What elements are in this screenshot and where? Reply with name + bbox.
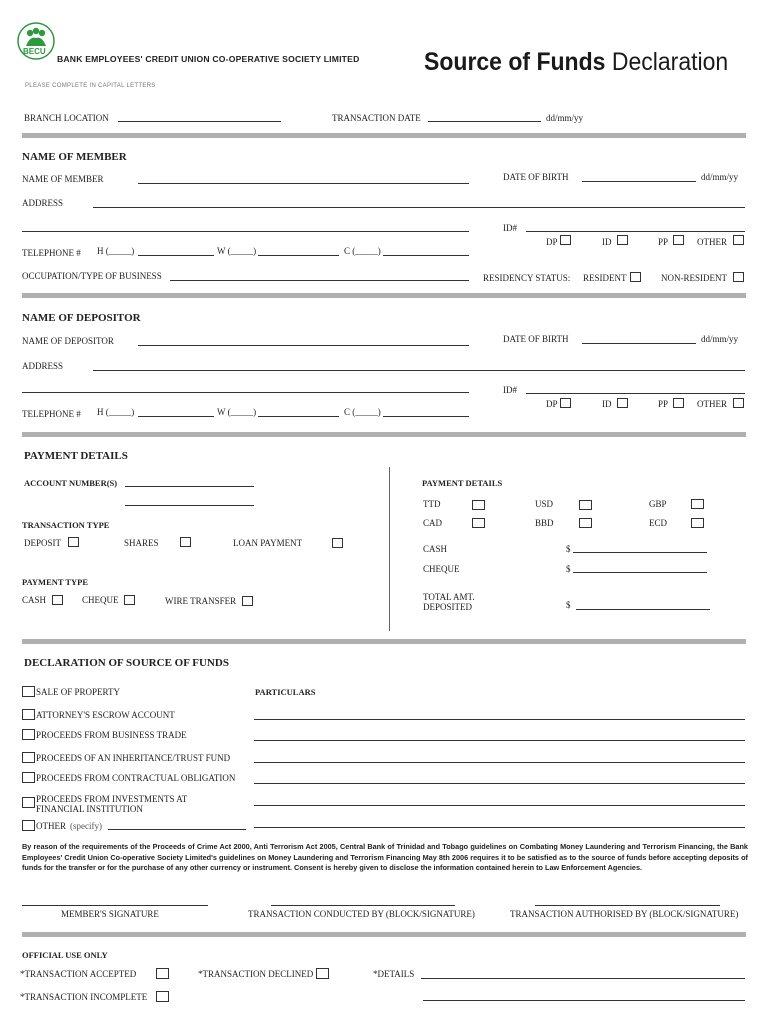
depositor-id-id-label: ID [602,399,612,409]
details-field-2[interactable] [423,1000,745,1001]
total-amount-field[interactable] [576,609,710,610]
authorised-by-signature-line[interactable] [535,905,720,906]
particulars-label: PARTICULARS [255,687,316,697]
member-id-other-checkbox[interactable] [733,235,744,245]
authorised-by-label: TRANSACTION AUTHORISED BY (BLOCK/SIGNATURE) [510,909,739,919]
section-divider [22,133,746,138]
depositor-id-label: ID# [503,385,517,395]
cash-type-label: CASH [22,595,47,605]
depositor-id-field[interactable] [526,393,745,394]
conducted-by-label: TRANSACTION CONDUCTED BY (BLOCK/SIGNATURE) [248,909,475,919]
cheque-amount-label: CHEQUE [423,564,460,574]
depositor-phone-home: H (_____) [97,407,135,417]
cash-amount-label: CASH [423,544,448,554]
member-name-field[interactable] [138,183,469,184]
transaction-incomplete-checkbox[interactable] [156,991,169,1002]
depositor-id-pp-checkbox[interactable] [673,398,684,408]
loan-payment-checkbox[interactable] [332,538,343,548]
member-id-id-checkbox[interactable] [617,235,628,245]
details-label: *DETAILS [373,969,415,979]
currency-ttd-checkbox[interactable] [472,500,485,510]
particulars-other-field[interactable] [254,827,745,828]
transaction-date-field[interactable] [428,121,541,122]
member-phone-home-field[interactable] [138,255,214,256]
account-number-field-1[interactable] [125,486,254,487]
declaration-section-heading: DECLARATION OF SOURCE OF FUNDS [24,657,229,669]
total-amount-label-1: TOTAL AMT. [423,592,475,602]
depositor-id-pp-label: PP [658,399,669,409]
legal-disclaimer: By reason of the requirements of the Proceeds of Crime Act 2000, Anti Terrorism Act 2005, Central Bank of Trinidad and Tobago guidelines on Combating Money Laundering and Terrorism Financing, the Bank Employees' Credit Union Co-operative Society Limited's guidelines on Money Laundering and Terrorism Financing May 8th 2006 requires it to be satisfied as to the source of funds before accepting deposits of funds for the transfer or for the purchase of any other currency or instrument. Consent is hereby given to disclose the information contained herein to Law Enforcement Agencies. [22,842,748,872]
transaction-date-label: TRANSACTION DATE [332,113,421,123]
currency-usd-checkbox[interactable] [579,500,592,510]
transaction-type-label: TRANSACTION TYPE [22,520,110,530]
occupation-label: OCCUPATION/TYPE OF BUSINESS [22,271,162,281]
depositor-address-line-1[interactable] [93,370,745,371]
form-title [424,48,728,77]
section-divider [22,639,746,644]
depositor-name-field[interactable] [138,345,469,346]
member-telephone-label: TELEPHONE # [22,248,81,258]
date-format-hint: dd/mm/yy [546,113,584,123]
source-other-label: OTHER [36,821,66,831]
member-dob-label: DATE OF BIRTH [503,172,569,182]
residency-status-label: RESIDENCY STATUS: [483,273,571,283]
depositor-name-label: NAME OF DEPOSITOR [22,336,114,346]
title-bold: Source of Funds [424,48,606,76]
member-phone-home: H (_____) [97,246,135,256]
member-signature-label: MEMBER'S SIGNATURE [61,909,159,919]
becu-logo [17,22,55,60]
occupation-field[interactable] [170,280,469,281]
conducted-by-signature-line[interactable] [271,905,455,906]
shares-checkbox[interactable] [180,537,191,547]
member-phone-work-field[interactable] [258,255,339,256]
currency-cad-label: CAD [423,518,443,528]
currency-ecd-label: ECD [649,518,667,528]
particulars-attorney-field[interactable] [254,719,745,720]
currency-gbp-label: GBP [649,499,667,509]
section-divider [22,293,746,298]
resident-checkbox[interactable] [630,272,641,282]
branch-location-field[interactable] [118,121,281,122]
details-field-1[interactable] [421,978,745,979]
depositor-id-id-checkbox[interactable] [617,398,628,408]
account-number-label: ACCOUNT NUMBER(S) [24,478,118,488]
depositor-phone-cell: C (_____) [344,407,381,417]
member-address-label: ADDRESS [22,198,64,208]
source-inheritance-label: PROCEEDS OF AN INHERITANCE/TRUST FUND [36,753,231,763]
cheque-amount-field[interactable] [573,572,707,573]
loan-payment-label: LOAN PAYMENT [233,538,303,548]
logo-text: BECU [23,47,46,56]
member-id-pp-checkbox[interactable] [673,235,684,245]
transaction-accepted-checkbox[interactable] [156,968,169,979]
organization-name: BANK EMPLOYEES' CREDIT UNION CO-OPERATIVE SOCIETY LIMITED [57,54,360,64]
currency-bbd-label: BBD [535,518,554,528]
transaction-accepted-label: *TRANSACTION ACCEPTED [20,969,137,979]
member-phone-work: W (_____) [217,246,257,256]
depositor-phone-work-field[interactable] [258,416,339,417]
depositor-dob-field[interactable] [582,343,696,344]
member-phone-cell: C (_____) [344,246,381,256]
source-contractual-label: PROCEEDS FROM CONTRACTUAL OBLIGATION [36,773,236,783]
official-use-heading: OFFICIAL USE ONLY [22,950,108,960]
source-business-trade-label: PROCEEDS FROM BUSINESS TRADE [36,730,187,740]
member-id-label: ID# [503,223,517,233]
depositor-id-dp-checkbox[interactable] [560,398,571,408]
cheque-type-checkbox[interactable] [124,595,135,605]
source-contractual-checkbox[interactable] [22,772,35,783]
cash-dollar-sign: $ [566,544,571,554]
account-number-field-2[interactable] [125,505,254,506]
branch-location-label: BRANCH LOCATION [24,113,109,123]
transaction-incomplete-label: *TRANSACTION INCOMPLETE [20,992,148,1002]
cash-type-checkbox[interactable] [52,595,63,605]
total-amount-label-2: DEPOSITED [423,602,472,612]
currency-ecd-checkbox[interactable] [691,518,704,528]
depositor-phone-home-field[interactable] [138,416,214,417]
source-business-trade-checkbox[interactable] [22,729,35,740]
payment-column-divider [389,467,390,631]
source-sale-property-label: SALE OF PROPERTY [36,687,120,697]
depositor-dob-label: DATE OF BIRTH [503,334,569,344]
transaction-declined-checkbox[interactable] [316,968,329,979]
title-rest: Declaration [611,48,729,76]
currency-cad-checkbox[interactable] [472,518,485,528]
depositor-address-line-2[interactable] [22,392,469,393]
depositor-telephone-label: TELEPHONE # [22,409,81,419]
source-other-hint: (specify) [70,821,102,831]
member-name-label: NAME OF MEMBER [22,174,104,184]
depositor-phone-cell-field[interactable] [383,416,469,417]
payment-type-label: PAYMENT TYPE [22,577,89,587]
source-other-checkbox[interactable] [22,820,35,831]
wire-transfer-checkbox[interactable] [242,596,253,606]
source-investments-label-2: FINANCIAL INSTITUTION [36,804,143,814]
depositor-section-heading: NAME OF DEPOSITOR [22,312,141,324]
member-id-other-label: OTHER [697,237,727,247]
source-other-field[interactable] [108,829,246,830]
source-inheritance-checkbox[interactable] [22,752,35,763]
particulars-contractual-field[interactable] [254,783,745,784]
depositor-phone-work: W (_____) [217,407,257,417]
deposit-checkbox[interactable] [68,537,79,547]
section-divider [22,432,746,437]
wire-transfer-label: WIRE TRANSFER [165,596,237,606]
source-attorney-escrow-label: ATTORNEY'S ESCROW ACCOUNT [36,710,175,720]
transaction-declined-label: *TRANSACTION DECLINED [198,969,314,979]
depositor-dob-format: dd/mm/yy [701,334,739,344]
member-section-heading: NAME OF MEMBER [22,151,127,163]
capital-letters-note: PLEASE COMPLETE IN CAPITAL LETTERS [25,83,156,89]
particulars-business-field[interactable] [254,740,745,741]
currency-usd-label: USD [535,499,554,509]
depositor-id-other-checkbox[interactable] [733,398,744,408]
payment-section-heading: PAYMENT DETAILS [24,450,128,462]
payment-details-label: PAYMENT DETAILS [422,478,503,488]
currency-gbp-checkbox[interactable] [691,499,704,509]
non-resident-checkbox[interactable] [733,272,744,282]
member-dob-field[interactable] [582,181,696,182]
member-id-pp-label: PP [658,237,669,247]
cheque-type-label: CHEQUE [82,595,119,605]
depositor-id-other-label: OTHER [697,399,727,409]
member-id-dp-label: DP [546,237,558,247]
depositor-id-dp-label: DP [546,399,558,409]
member-signature-line[interactable] [22,905,208,906]
member-address-line-2[interactable] [22,231,469,232]
cash-amount-field[interactable] [573,552,707,553]
member-address-line-1[interactable] [93,207,745,208]
deposit-label: DEPOSIT [24,538,62,548]
particulars-inheritance-field[interactable] [254,762,745,763]
resident-label: RESIDENT [583,273,627,283]
depositor-address-label: ADDRESS [22,361,64,371]
source-sale-property-checkbox[interactable] [22,686,35,697]
particulars-investments-field[interactable] [254,805,745,806]
source-investments-checkbox[interactable] [22,797,35,808]
member-id-field[interactable] [526,231,745,232]
source-attorney-escrow-checkbox[interactable] [22,709,35,720]
total-dollar-sign: $ [566,600,571,610]
non-resident-label: NON-RESIDENT [661,273,727,283]
source-investments-label-1: PROCEEDS FROM INVESTMENTS AT [36,794,188,804]
member-dob-format: dd/mm/yy [701,172,739,182]
currency-ttd-label: TTD [423,499,441,509]
member-phone-cell-field[interactable] [383,255,469,256]
currency-bbd-checkbox[interactable] [579,518,592,528]
cheque-dollar-sign: $ [566,564,571,574]
shares-label: SHARES [124,538,159,548]
section-divider [22,932,746,937]
member-id-dp-checkbox[interactable] [560,235,571,245]
member-id-id-label: ID [602,237,612,247]
